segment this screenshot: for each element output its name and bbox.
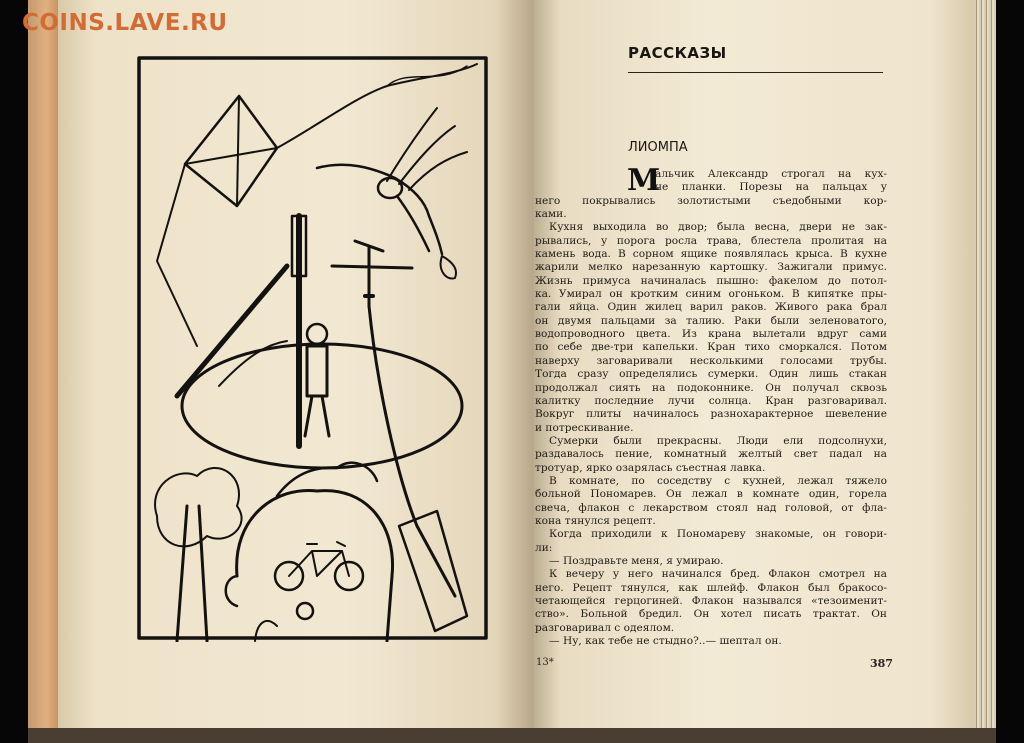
text-line: альчик Александр строгал на кух- — [655, 168, 887, 180]
text-line: — Ну, как тебе не стыдно?..— шептал он. — [549, 635, 782, 648]
text-line: — Поздравьте меня, я умираю. — [549, 554, 724, 567]
book-cover-bottom — [28, 728, 996, 743]
running-header: РАССКАЗЫ — [628, 44, 727, 62]
illustration — [137, 56, 489, 642]
text-line: тротуар, ярко озарялась съестная лавка. — [535, 461, 766, 474]
story-title: ЛИОМПА — [628, 140, 688, 155]
text-line: кона тянулся рецепт. — [535, 514, 656, 527]
page-edges — [974, 0, 996, 730]
text-line: не планки. Порезы на пальцах у — [655, 181, 887, 194]
text-line: Сумерки были прекрасны. Люди ели подсолнухи, — [549, 434, 887, 447]
text-line: раздавалось пение, комнатный желтый свет падал на — [535, 448, 887, 461]
text-line: Жизнь примуса начиналась пышно: факелом до потол- — [535, 274, 887, 287]
text-line: свеча, флакон с лекарством стоял над головой, от фла- — [535, 501, 887, 514]
text-line: жарили мелко нарезанную картошку. Зажигали примус. — [535, 261, 887, 274]
text-line: Когда приходили к Пономареву знакомые, он говори- — [549, 528, 887, 541]
text-line: разговаривал с одеялом. — [535, 621, 675, 634]
text-line: калитку последние лучи солнца. Кран разговаривал. — [535, 394, 887, 407]
page-number: 387 — [870, 657, 893, 670]
text-line: Кухня выходила во двор; была весна, двери не зак- — [549, 221, 887, 234]
text-line: четающейся герцогиней. Флакон назывался «тезоименит- — [535, 595, 887, 607]
text-line: водопроводного цвета. Из крана вылетали вдруг сами — [535, 328, 887, 341]
text-line: ли: — [535, 541, 553, 554]
text-line: Вокруг плиты начиналось разнохарактерное шевеление — [535, 408, 887, 421]
text-line: наверху заговаривали несколькими голосами трубы. — [535, 354, 887, 367]
text-line: него. Рецепт тянулся, как шлейф. Флакон был бракосо- — [535, 581, 887, 594]
text-line: Тогда сразу определялись сумерки. Один лишь стакан — [535, 368, 887, 381]
text-line: ка. Умирал он кротким синим огоньком. В кипятке пры- — [535, 288, 887, 301]
text-line: ками. — [535, 208, 567, 221]
text-line: и потрескивание. — [535, 421, 634, 434]
text-line: по себе две-три капельки. Кран тихо сморкался. Потом — [535, 341, 887, 354]
text-line: он двумя пальцами за талию. Раки были зеленоватого, — [535, 314, 887, 327]
watermark: COINS.LAVE.RU — [22, 10, 228, 36]
text-line: ство». Больной бредил. Он хотел писать трактат. Он — [535, 608, 887, 621]
text-line: продолжал сиять на подоконнике. Он получал сквозь — [535, 381, 887, 394]
drop-cap: М — [627, 163, 661, 198]
text-line: рывались, у порога росла трава, блестела пролитая на — [535, 234, 887, 247]
text-line: камень вода. В сорном ящике появлялась крыса. В кухне — [535, 248, 887, 261]
book-cover-edge — [28, 0, 58, 743]
story-text — [535, 163, 887, 648]
text-line: больной Пономарев. Он лежал в комнате один, горела — [535, 488, 887, 501]
header-rule — [628, 72, 883, 73]
text-line: гали яйца. Один жилец варил раков. Живого рака брал — [535, 301, 887, 314]
text-line: В комнате, по соседству с кухней, лежал тяжело — [549, 474, 887, 487]
signature-mark: 13* — [536, 657, 554, 668]
text-line: К вечеру у него начинался бред. Флакон смотрел на — [549, 568, 887, 581]
text-line: него покрывались золотистыми съедобными кор- — [535, 194, 887, 207]
